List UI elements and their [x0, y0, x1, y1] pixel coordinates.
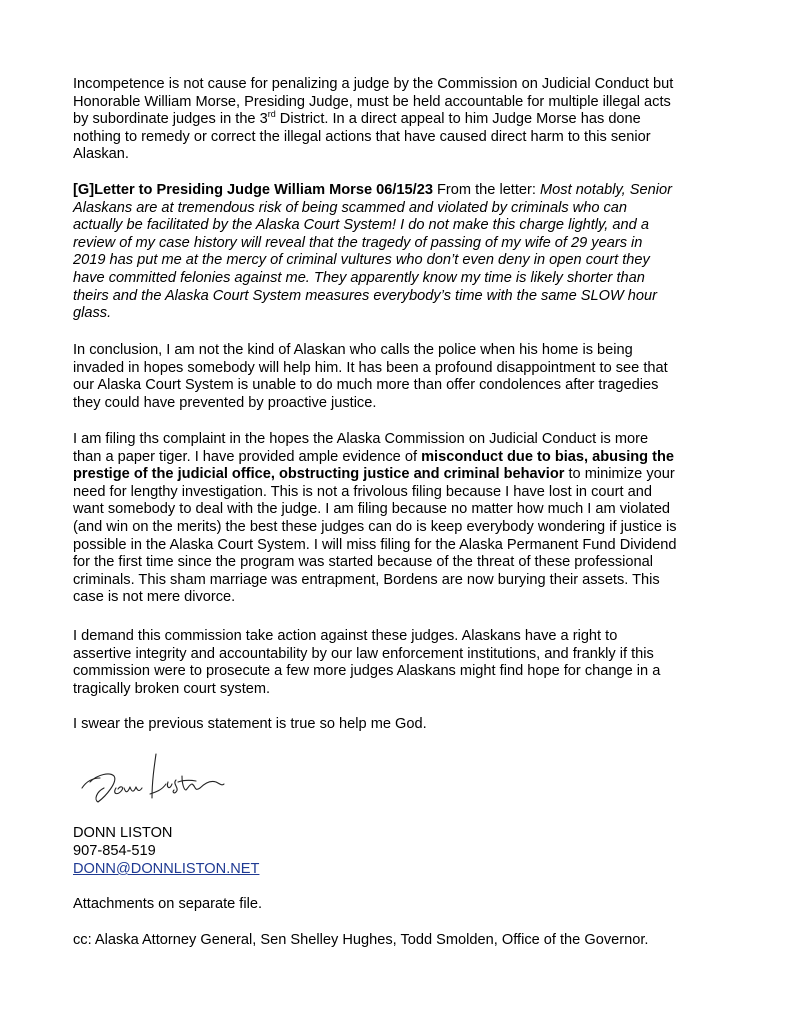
ordinal-suffix: rd — [267, 109, 276, 120]
paragraph-accountability — [73, 76, 723, 164]
signer-name: DONN LISTON — [73, 825, 173, 841]
paragraph-complaint — [73, 431, 723, 607]
paragraph-accountability-text-b: District. In a direct appeal to him Judge Morse has done nothing to remedy or correct the illegal actions that have caused direct harm to this senior Alaskan. — [73, 111, 651, 163]
handwritten-signature — [76, 748, 226, 810]
letter-intro: From the letter: — [432, 182, 541, 198]
paragraph-complaint-text-a: I am filing ths complaint in the hopes the Alaska Commission on Judicial Conduct is more than a paper tiger. I have provided ample evidence of — [73, 431, 649, 465]
paragraph-accountability-text-a: Incompetence is not cause for penalizing a judge by the Commission on Judicial Conduct but Honorable William Morse, Presiding Judge, must be held accountable for multiple illegal acts by subordinate judges in the 3 — [73, 76, 674, 128]
letter-reference: [G]Letter to Presiding Judge William Morse 06/15/23 — [73, 182, 433, 198]
letter-quote: Most notably, Senior Alaskans are at tremendous risk of being scammed and violated by criminals who can actually be facilitated by the Alaska Court System! I do not make this charge lightly, and a review of my case history will reveal that the tragedy of passing of my wife of 29 years in 2019 has put me at the mercy of criminal vultures who don’t even deny in open court they have committed felonies against me. They apparently know my time is likely shorter than theirs and the Alaska Court System measures everybody’s time with the same SLOW hour glass. — [73, 182, 672, 322]
signer-email-line — [73, 861, 259, 879]
signer-email-link[interactable]: DONN@DONNLISTON.NET — [73, 861, 260, 877]
paragraph-complaint-text-b: to minimize your need for lengthy investigation. This is not a frivolous filing because I have lost in court and want somebody to deal with the judge. I am filing because no matter how much I am violated (and win on the merits) the best these judges can do is keep everybody wondering if justice is possible in the Alaska Court System. I will miss filing for the Alaska Permanent Fund Dividend for the first time since the program was started because of the threat of these professional criminals. This sham marriage was entrapment, Bordens are now burying their assets. This case is not mere divorce. — [73, 466, 677, 606]
cc-list: cc: Alaska Attorney General, Sen Shelley Hughes, Todd Smolden, Office of the Governor. — [73, 932, 649, 948]
paragraph-demand: I demand this commission take action against these judges. Alaskans have a right to assertive integrity and accountability by our law enforcement institutions, and frankly if this commission were to prosecute a few more judges Alaskans might find hope for change in a tragically broken court system. — [73, 628, 661, 697]
misconduct-summary: misconduct due to bias, abusing the prestige of the judicial office, obstructing justice and criminal behavior — [73, 448, 675, 483]
paragraph-conclusion: In conclusion, I am not the kind of Alaskan who calls the police when his home is being invaded in hopes somebody will help him. It has been a profound disappointment to see that our Alaska Court System is unable to do much more than offer condolences after tragedies they could have prevented by proactive justice. — [73, 342, 668, 411]
attachments-note: Attachments on separate file. — [73, 896, 263, 912]
signer-phone: 907-854-519 — [73, 843, 156, 859]
paragraph-oath: I swear the previous statement is true so help me God. — [73, 716, 427, 732]
paragraph-letter-quote — [73, 182, 723, 323]
